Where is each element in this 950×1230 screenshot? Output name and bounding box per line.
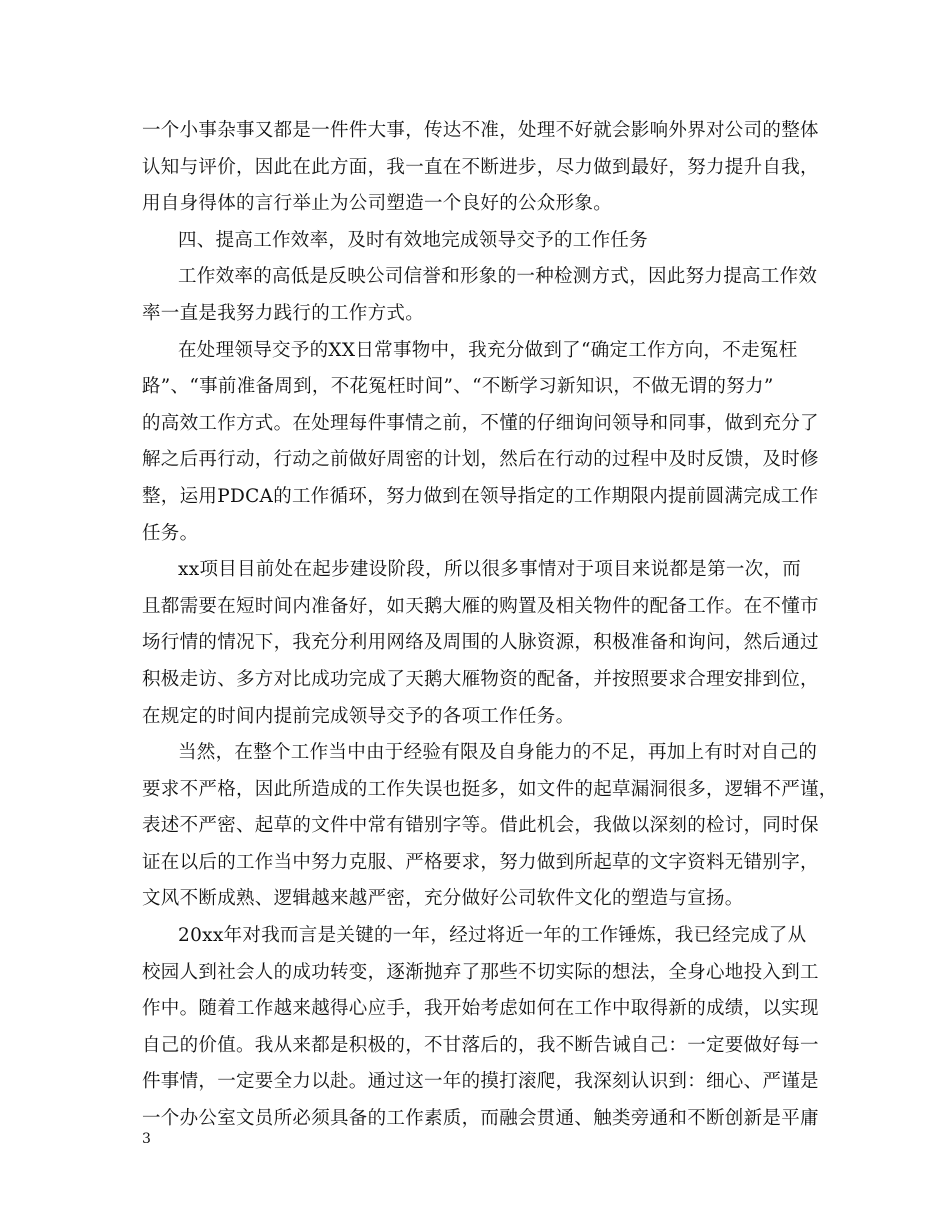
text-line: 件事情，一定要全力以赴。通过这一年的摸打滚爬，我深刻认识到：细心、严谨是: [142, 1071, 819, 1093]
text-line: 解之后再行动，行动之前做好周密的计划，然后在行动的过程中及时反馈，及时修: [142, 449, 819, 471]
text-line: xx项目目前处在起步建设阶段，所以很多事情对于项目来说都是第一次，而: [178, 559, 802, 581]
text-line: 率一直是我努力践行的工作方式。: [142, 302, 425, 324]
text-line: 的高效工作方式。在处理每件事情之前，不懂的仔细询问领导和同事，做到充分了: [142, 412, 819, 434]
text-line: 一个小事杂事又都是一件件大事，传达不准，处理不好就会影响外界对公司的整体: [142, 120, 819, 141]
text-line: 当然，在整个工作当中由于经验有限及自身能力的不足，再加上有时对自己的: [178, 742, 818, 764]
text-line: 20xx年对我而言是关键的一年，经过将近一年的工作锤炼，我已经完成了从: [178, 925, 807, 947]
text-line: 任务。: [142, 522, 199, 544]
page-number: 3: [142, 1131, 151, 1147]
text-line: 用自身得体的言行举止为公司塑造一个良好的公众形象。: [142, 193, 613, 215]
text-line: 一个办公室文员所必须具备的工作素质，而融会贯通、触类旁通和不断创新是平庸: [142, 1108, 819, 1130]
text-line: 要求不严格，因此所造成的工作失误也挺多，如文件的起草漏洞很多，逻辑不严谨，: [142, 778, 838, 800]
text-line: 积极走访、多方对比成功完成了天鹅大雁物资的配备，并按照要求合理安排到位，: [142, 668, 819, 690]
text-line: 路”、“事前准备周到，不花冤枉时间”、“不断学习新知识，不做无谓的努力”: [142, 376, 774, 398]
body-text: [142, 113, 838, 1138]
section-heading: 四、提高工作效率，及时有效地完成领导交予的工作任务: [178, 229, 649, 251]
text-line: 场行情的情况下，我充分利用网络及周围的人脉资源，积极准备和询问，然后通过: [142, 632, 819, 654]
text-line: 作中。随着工作越来越得心应手，我开始考虑如何在工作中取得新的成绩，以实现: [142, 998, 819, 1020]
text-line: 在处理领导交予的XX日常事物中，我充分做到了“确定工作方向，不走冤枉: [178, 339, 798, 361]
text-line: 文风不断成熟、逻辑越来越严密，充分做好公司软件文化的塑造与宣扬。: [142, 888, 744, 910]
text-line: 校园人到社会人的成功转变，逐渐抛弃了那些不切实际的想法，全身心地投入到工: [142, 961, 819, 983]
text-line: 且都需要在短时间内准备好，如天鹅大雁的购置及相关物件的配备工作。在不懂市: [142, 595, 819, 617]
text-line: 证在以后的工作当中努力克服、严格要求，努力做到所起草的文字资料无错别字，: [142, 851, 819, 873]
text-line: 工作效率的高低是反映公司信誉和形象的一种检测方式，因此努力提高工作效: [178, 266, 818, 288]
text-line: 表述不严密、起草的文件中常有错别字等。借此机会，我做以深刻的检讨，同时保: [142, 815, 819, 837]
text-line: 整，运用PDCA的工作循环，努力做到在领导指定的工作期限内提前圆满完成工作: [142, 485, 819, 507]
text-line: 在规定的时间内提前完成领导交予的各项工作任务。: [142, 705, 575, 727]
text-line: 自己的价值。我从来都是积极的，不甘落后的，我不断告诫自己：一定要做好每一: [142, 1034, 819, 1056]
text-line: 认知与评价，因此在此方面，我一直在不断进步，尽力做到最好，努力提升自我，: [142, 156, 819, 178]
